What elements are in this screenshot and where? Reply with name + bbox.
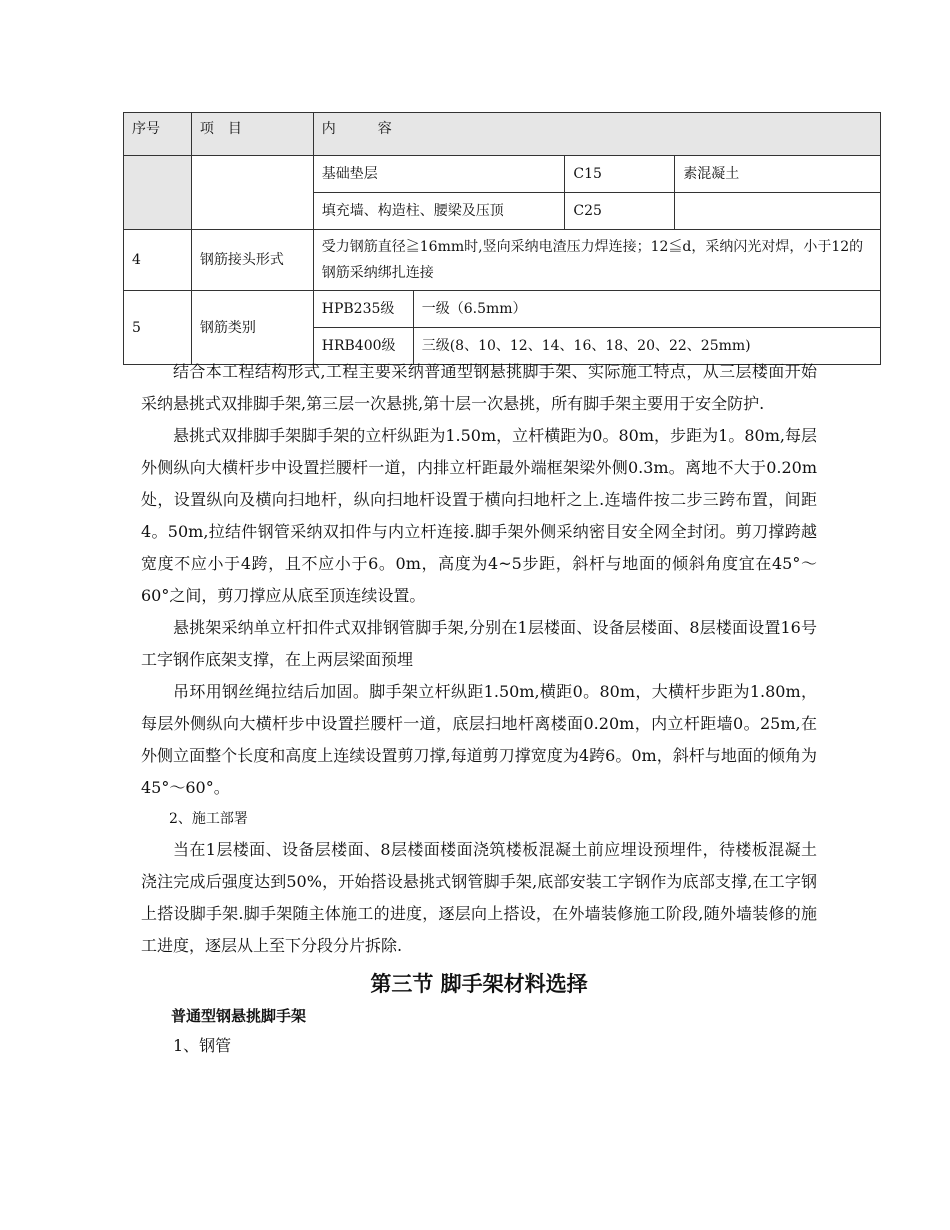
cell-part: 填充墙、构造柱、腰梁及压顶 <box>313 193 565 230</box>
section-title: 第三节 脚手架材料选择 <box>370 972 588 996</box>
cell-desc: 一级（6.5mm） <box>413 291 880 328</box>
subheading: 2、施工部署 <box>169 811 248 827</box>
paragraph: 结合本工程结构形式,工程主要采纳普通型钢悬挑脚手架、实际施工特点，从三层楼面开始采纳悬挑式双排脚手架,第三层一次悬挑,第十层一次悬挑，所有脚手架主要用于安全防护. <box>141 362 817 413</box>
cell-no: 4 <box>124 230 192 291</box>
paragraph: 当在1层楼面、设备层楼面、8层楼面楼面浇筑楼板混凝土前应埋设预埋件，待楼板混凝土浇注完成后强度达到50%，开始搭设悬挑式钢管脚手架,底部安装工字钢作为底部支撑,在工字钢上搭设脚手架.脚手架随主体施工的进度，逐层向上搭设，在外墙装修施工阶段,随外墙装修的施工进度，逐层从上至下分段分片拆除. <box>141 840 817 955</box>
cell-item: 钢筋类别 <box>191 291 313 365</box>
cell-note: 素混凝土 <box>675 156 881 193</box>
bold-heading: 普通型钢悬挑脚手架 <box>171 1007 307 1025</box>
cell-grade: C15 <box>565 156 675 193</box>
cell-item <box>191 156 313 230</box>
cell-no <box>124 156 192 230</box>
header-no: 序号 <box>124 113 192 156</box>
spec-table <box>123 112 881 365</box>
cell-note <box>675 193 881 230</box>
header-item: 项 目 <box>191 113 313 156</box>
table-row <box>124 291 881 328</box>
table-row <box>124 156 881 193</box>
paragraph: 吊环用钢丝绳拉结后加固。脚手架立杆纵距1.50m,横距0。80m，大横杆步距为1.80m，每层外侧纵向大横杆步中设置拦腰杆一道，底层扫地杆离楼面0.20m，内立杆距墙0。25m,在外侧立面整个长度和高度上连续设置剪刀撑,每道剪刀撑宽度为4跨6。0m，斜杆与地面的倾角为45°～60°。 <box>141 682 817 797</box>
cell-grade: HRB400级 <box>313 328 413 365</box>
header-content: 内 容 <box>313 113 880 156</box>
cell-part: 基础垫层 <box>313 156 565 193</box>
cell-no: 5 <box>124 291 192 365</box>
body-text <box>141 356 817 1062</box>
cell-grade: C25 <box>565 193 675 230</box>
list-item: 1、钢管 <box>173 1036 232 1055</box>
cell-item: 钢筋接头形式 <box>191 230 313 291</box>
cell-content: 受力钢筋直径≧16mm时,竖向采纳电渣压力焊连接；12≦d，采纳闪光对焊，小于12的钢筋采纳绑扎连接 <box>313 230 880 291</box>
table-row <box>124 230 881 291</box>
table-header-row <box>124 113 881 156</box>
paragraph: 悬挑架采纳单立杆扣件式双排钢管脚手架,分别在1层楼面、设备层楼面、8层楼面设置16号工字钢作底架支撑，在上两层梁面预埋 <box>141 618 817 669</box>
paragraph: 悬挑式双排脚手架脚手架的立杆纵距为1.50m，立杆横距为0。80m，步距为1。80m,每层外侧纵向大横杆步中设置拦腰杆一道，内排立杆距最外端框架梁外侧0.3m。离地不大于0.20m处，设置纵向及横向扫地杆，纵向扫地杆设置于横向扫地杆之上.连墙件按二步三跨布置，间距4。50m,拉结件钢管采纳双扣件与内立杆连接.脚手架外侧采纳密目安全网全封闭。剪刀撑跨越宽度不应小于4跨，且不应小于6。0m，高度为4~5步距，斜杆与地面的倾斜角度宜在45°～60°之间，剪刀撑应从底至顶连续设置。 <box>141 426 817 605</box>
cell-desc: 三级(8、10、12、14、16、18、20、22、25mm) <box>413 328 880 365</box>
cell-grade: HPB235级 <box>313 291 413 328</box>
